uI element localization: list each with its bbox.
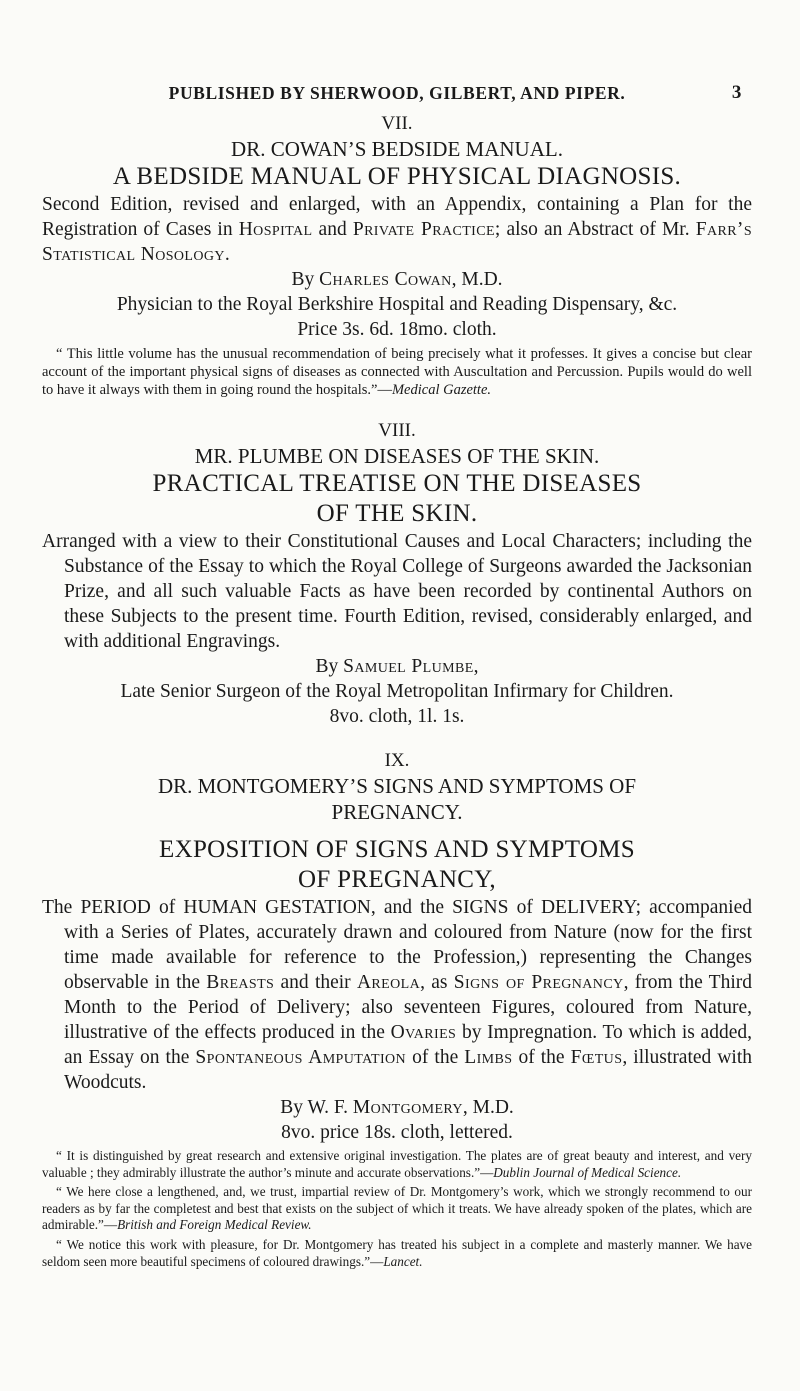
entry-main-title-line-2: OF THE SKIN. [316, 500, 478, 527]
entry-author: By Charles Cowan, M.D. [291, 269, 503, 290]
entry-author: By Samuel Plumbe, [315, 656, 479, 677]
review-quote: “ We notice this work with pleasure, for Dr. Montgomery has treated his subject in a complete and masterly manner. We have seldom seen more beautiful specimens of coloured drawings.”—Lancet. [42, 1236, 752, 1269]
review-quote: “ We here close a lengthened, and, we trust, impartial review of Dr. Montgomery’s work, which we strongly recommend to our readers as by far the completest and best that exists on the subject of which it treats. We have already spoken of the plates, which are admirable.”—British and Foreign Medical Review. [42, 1184, 752, 1233]
entry-author-position: Late Senior Surgeon of the Royal Metropolitan Infirmary for Children. [120, 681, 674, 702]
entry-description: Second Edition, revised and enlarged, with an Appendix, containing a Plan for the Registration of Cases in Hospital and Private Practice; also an Abstract of Mr. Farr’s Statistical Nosology. [42, 194, 753, 265]
entry-main-title-line-1: EXPOSITION OF SIGNS AND SYMPTOMS [159, 836, 635, 863]
entry-author-position: Physician to the Royal Berkshire Hospital and Reading Dispensary, &c. [116, 294, 678, 315]
entry-short-title: MR. PLUMBE ON DISEASES OF THE SKIN. [194, 444, 600, 468]
entry-ix [42, 749, 752, 1270]
entry-short-title: DR. COWAN’S BEDSIDE MANUAL. [231, 137, 563, 161]
entry-price: Price 3s. 6d. 18mo. cloth. [297, 319, 497, 340]
entry-numeral: IX. [384, 750, 410, 771]
entry-main-title-line-1: PRACTICAL TREATISE ON THE DISEASES [152, 470, 642, 497]
page-number: 3 [731, 82, 742, 103]
entry-numeral: VII. [381, 113, 413, 134]
entry-short-title-line-1: DR. MONTGOMERY’S SIGNS AND SYMPTOMS OF [157, 774, 637, 798]
entry-description: Arranged with a view to their Constitutional Causes and Local Characters; including the Substance of the Essay to which the Royal College of Surgeons awarded the Jacksonian Prize, and all such valuable Facts as have been recorded by continental Authors on these Subjects to the present time. Fourth Edition, revised, considerably enlarged, and with additional Engravings. [42, 531, 752, 652]
review-quote: “ It is distinguished by great research and extensive original investigation. The plates are of great beauty and interest, and very valuable ; they admirably illustrate the author’s minute and accurate observations.”—Dublin Journal of Medical Science. [42, 1148, 752, 1180]
running-head [42, 0, 752, 104]
entry-description: The PERIOD of HUMAN GESTATION, and the SIGNS of DELIVERY; accompanied with a Series of Plates, accurately drawn and coloured from Nature (now for the first time made available for reference to the Profession,) representing the Changes observable in the Breasts and their Areola, as Signs of Pregnancy, from the Third Month to the Period of Delivery; also seventeen Figures, coloured from Nature, illustrative of the effects produced in the Ovaries by Impregnation. To which is added, an Essay on the Spontaneous Amputation of the Limbs of the Fœtus, illustrated with Woodcuts. [42, 897, 752, 1093]
entry-viii [42, 419, 752, 729]
entry-vii [42, 112, 752, 399]
entry-short-title-line-2: PREGNANCY. [331, 800, 463, 824]
entry-price: 8vo. price 18s. cloth, lettered. [281, 1122, 513, 1143]
entry-main-title-line-2: OF PREGNANCY, [298, 866, 496, 893]
entry-author: By W. F. Montgomery, M.D. [280, 1097, 514, 1118]
entry-main-title: A BEDSIDE MANUAL OF PHYSICAL DIAGNOSIS. [112, 163, 682, 190]
entry-numeral: VIII. [378, 420, 416, 441]
entry-price: 8vo. cloth, 1l. 1s. [329, 706, 465, 727]
review-quote: “ This little volume has the unusual recommendation of being precisely what it professes. It gives a concise but clear account of the important physical signs of diseases as connected with Auscultation and Percussion. Pupils would do well to have it always with them in going round the hospitals.”—Medical Gazette. [42, 346, 752, 398]
publisher-line: PUBLISHED BY SHERWOOD, GILBERT, AND PIPER. [168, 83, 626, 103]
